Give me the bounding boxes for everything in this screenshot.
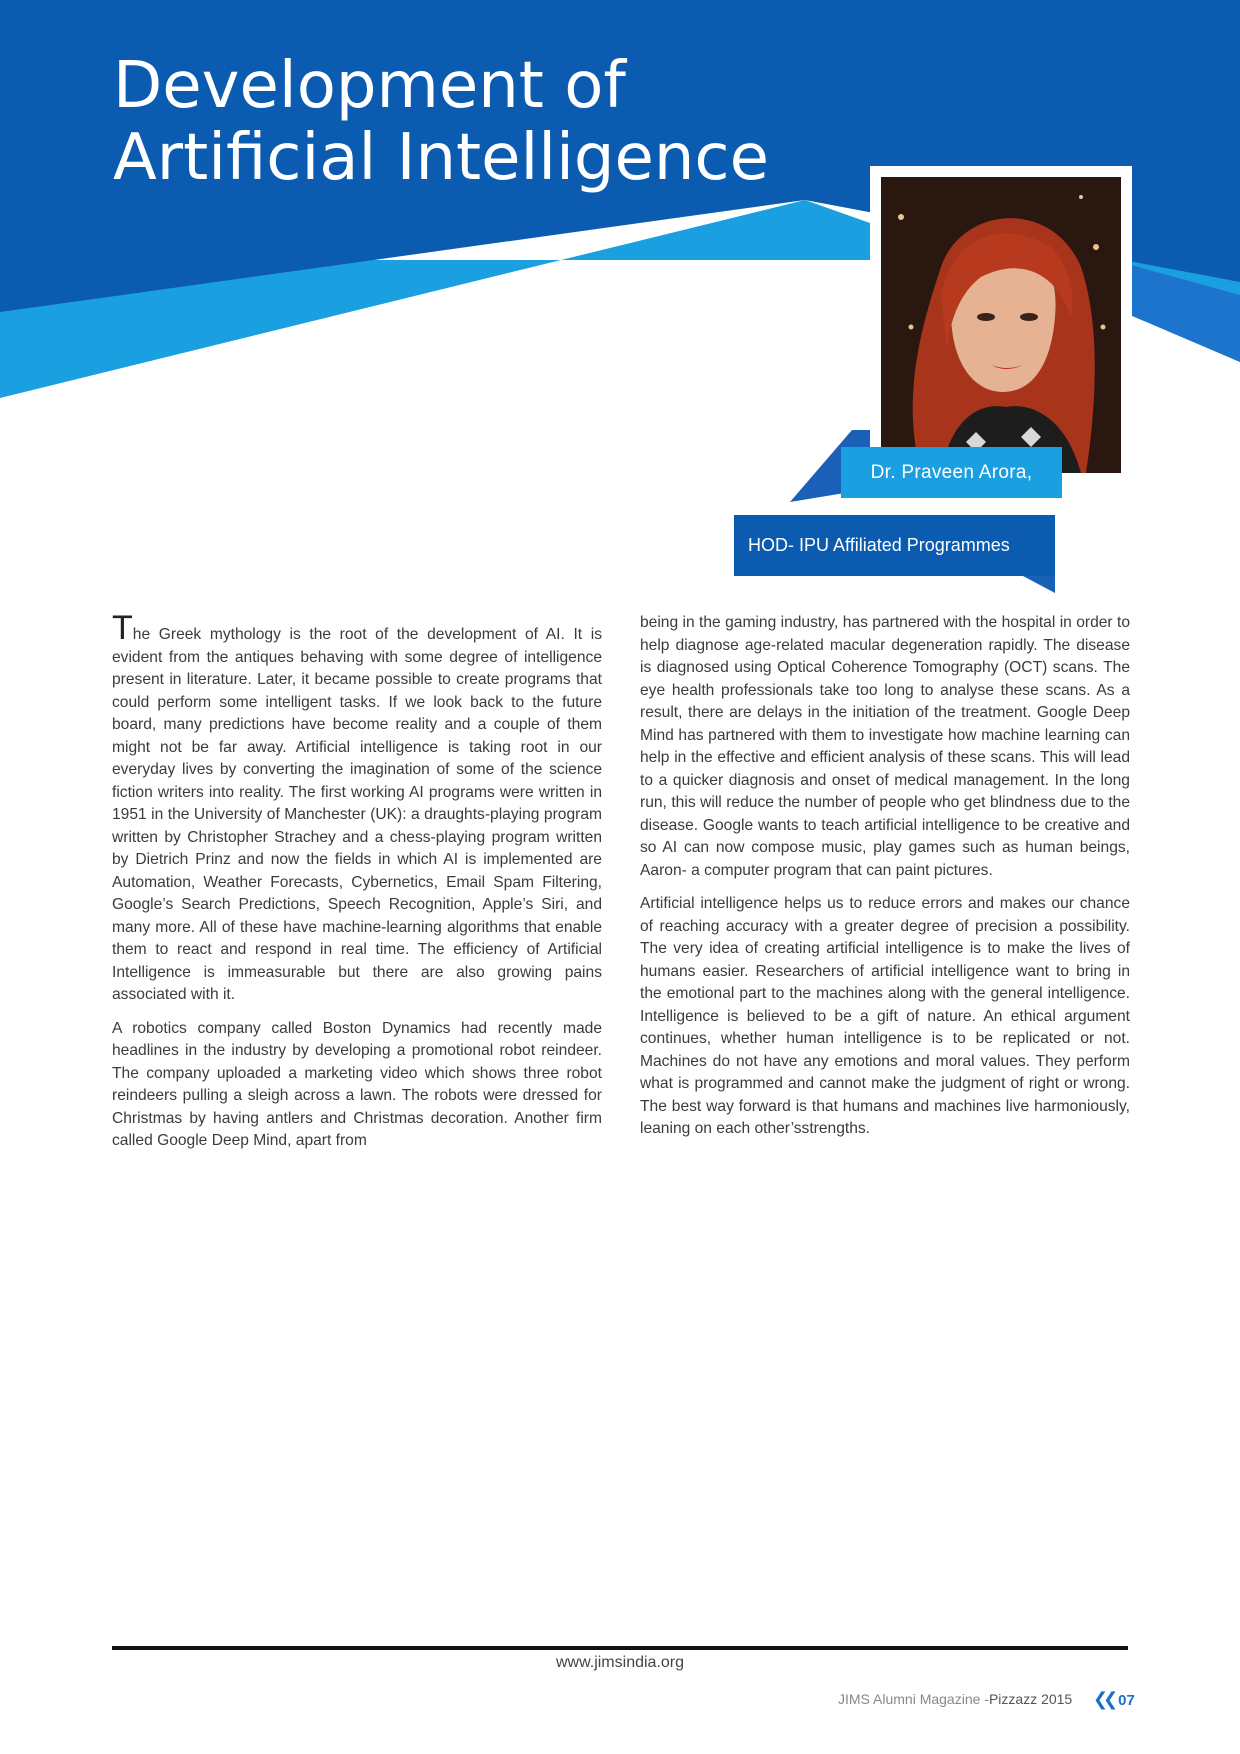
article-title: Development of Artificial Intelligence [113, 49, 769, 195]
author-role-tag: HOD- IPU Affiliated Programmes [734, 515, 1055, 576]
footer-website-link[interactable]: www.jimsindia.org [555, 1654, 685, 1671]
paragraph [112, 609, 602, 1007]
page-number [1093, 1689, 1135, 1710]
paragraph: Artificial intelligence helps us to reduce errors and makes our chance of reaching accuracy with a greater degree of precision a possibility. The very idea of creating artificial intelligence is to make the lives of humans easier. Researchers of artificial intelligence want to bring in the emotional part to the machines along with the general intelligence. Intelligence is believed to be a gift of nature. An ethical argument continues, whether human intelligence is to be replicated or not. Machines do not have any emotions and moral values. They perform what is programmed and cannot make the judgment of right or wrong. The best way forward is that humans and machines live harmoniously, leaning on each other’sstrengths. [640, 895, 1130, 1137]
author-photo-frame [870, 166, 1132, 484]
paragraph: being in the gaming industry, has partnered with the hospital in order to help diagnose age-related macular degeneration rapidly. The disease is diagnosed using Optical Coherence Tomography (OCT) scans. The eye health professionals take too long to analyse these scans. As a result, there are delays in the initiation of the treatment. Google Deep Mind has partnered with them to investigate how machine learning can help in the effective and efficient analysis of these scans. This will lead to a quicker diagnosis and onset of medical management. In the long run, this will reduce the number of people who get blindness due to the disease. Google wants to teach artificial intelligence to be creative and so AI can now compose music, play games such as human beings, Aaron- a computer program that can paint pictures. [640, 614, 1130, 879]
footer-divider [112, 1646, 1128, 1650]
page-number-value: 07 [1118, 1692, 1135, 1709]
article-column-right [640, 612, 1130, 1152]
author-photo [881, 177, 1121, 473]
paragraph-text: he Greek mythology is the root of the development of AI. It is evident from the antiques behaving with some degree of intelligence present in literature. Later, it became possible to create programs that could perform some intelligent tasks. If we look back to the future board, many predictions have become reality and a couple of them might not be far away. Artificial intelligence is taking root in our everyday lives by converting the imagination of some of the science fiction writers into reality. The first working AI programs were written in 1951 in the University of Manchester (UK): a draughts-playing program written by Christopher Strachey and a chess-playing program written by Dietrich Prinz and now the fields in which AI is implemented are Automation, Weather Forecasts, Cybernetics, Email Spam Filtering, Google’s Search Predictions, Speech Recognition, Apple’s Siri, and many more. All of these have machine-learning algorithms that enable them to react and respond in real time. The efficiency of Artificial Intelligence is immeasurable but there are also growing pains associated with it. [112, 626, 602, 1003]
author-name-tag: Dr. Praveen Arora, [841, 447, 1062, 498]
footer-magazine-credit [838, 1691, 1072, 1707]
tag-shadow-lower [1023, 576, 1055, 593]
magazine-name: JIMS Alumni Magazine - [838, 1691, 989, 1707]
drop-cap: T [112, 609, 133, 647]
paragraph: A robotics company called Boston Dynamics had recently made headlines in the industry by developing a promotional robot reindeer. The company uploaded a marketing video which shows three robot reindeers pulling a sleigh across a lawn. The robots were dressed for Christmas by having antlers and Christmas decoration. Another firm called Google Deep Mind, apart from [112, 1019, 602, 1149]
article-column-left [112, 609, 602, 1164]
magazine-issue: Pizzazz 2015 [988, 1691, 1073, 1707]
double-chevron-left-icon: ❮❮ [1093, 1689, 1114, 1709]
